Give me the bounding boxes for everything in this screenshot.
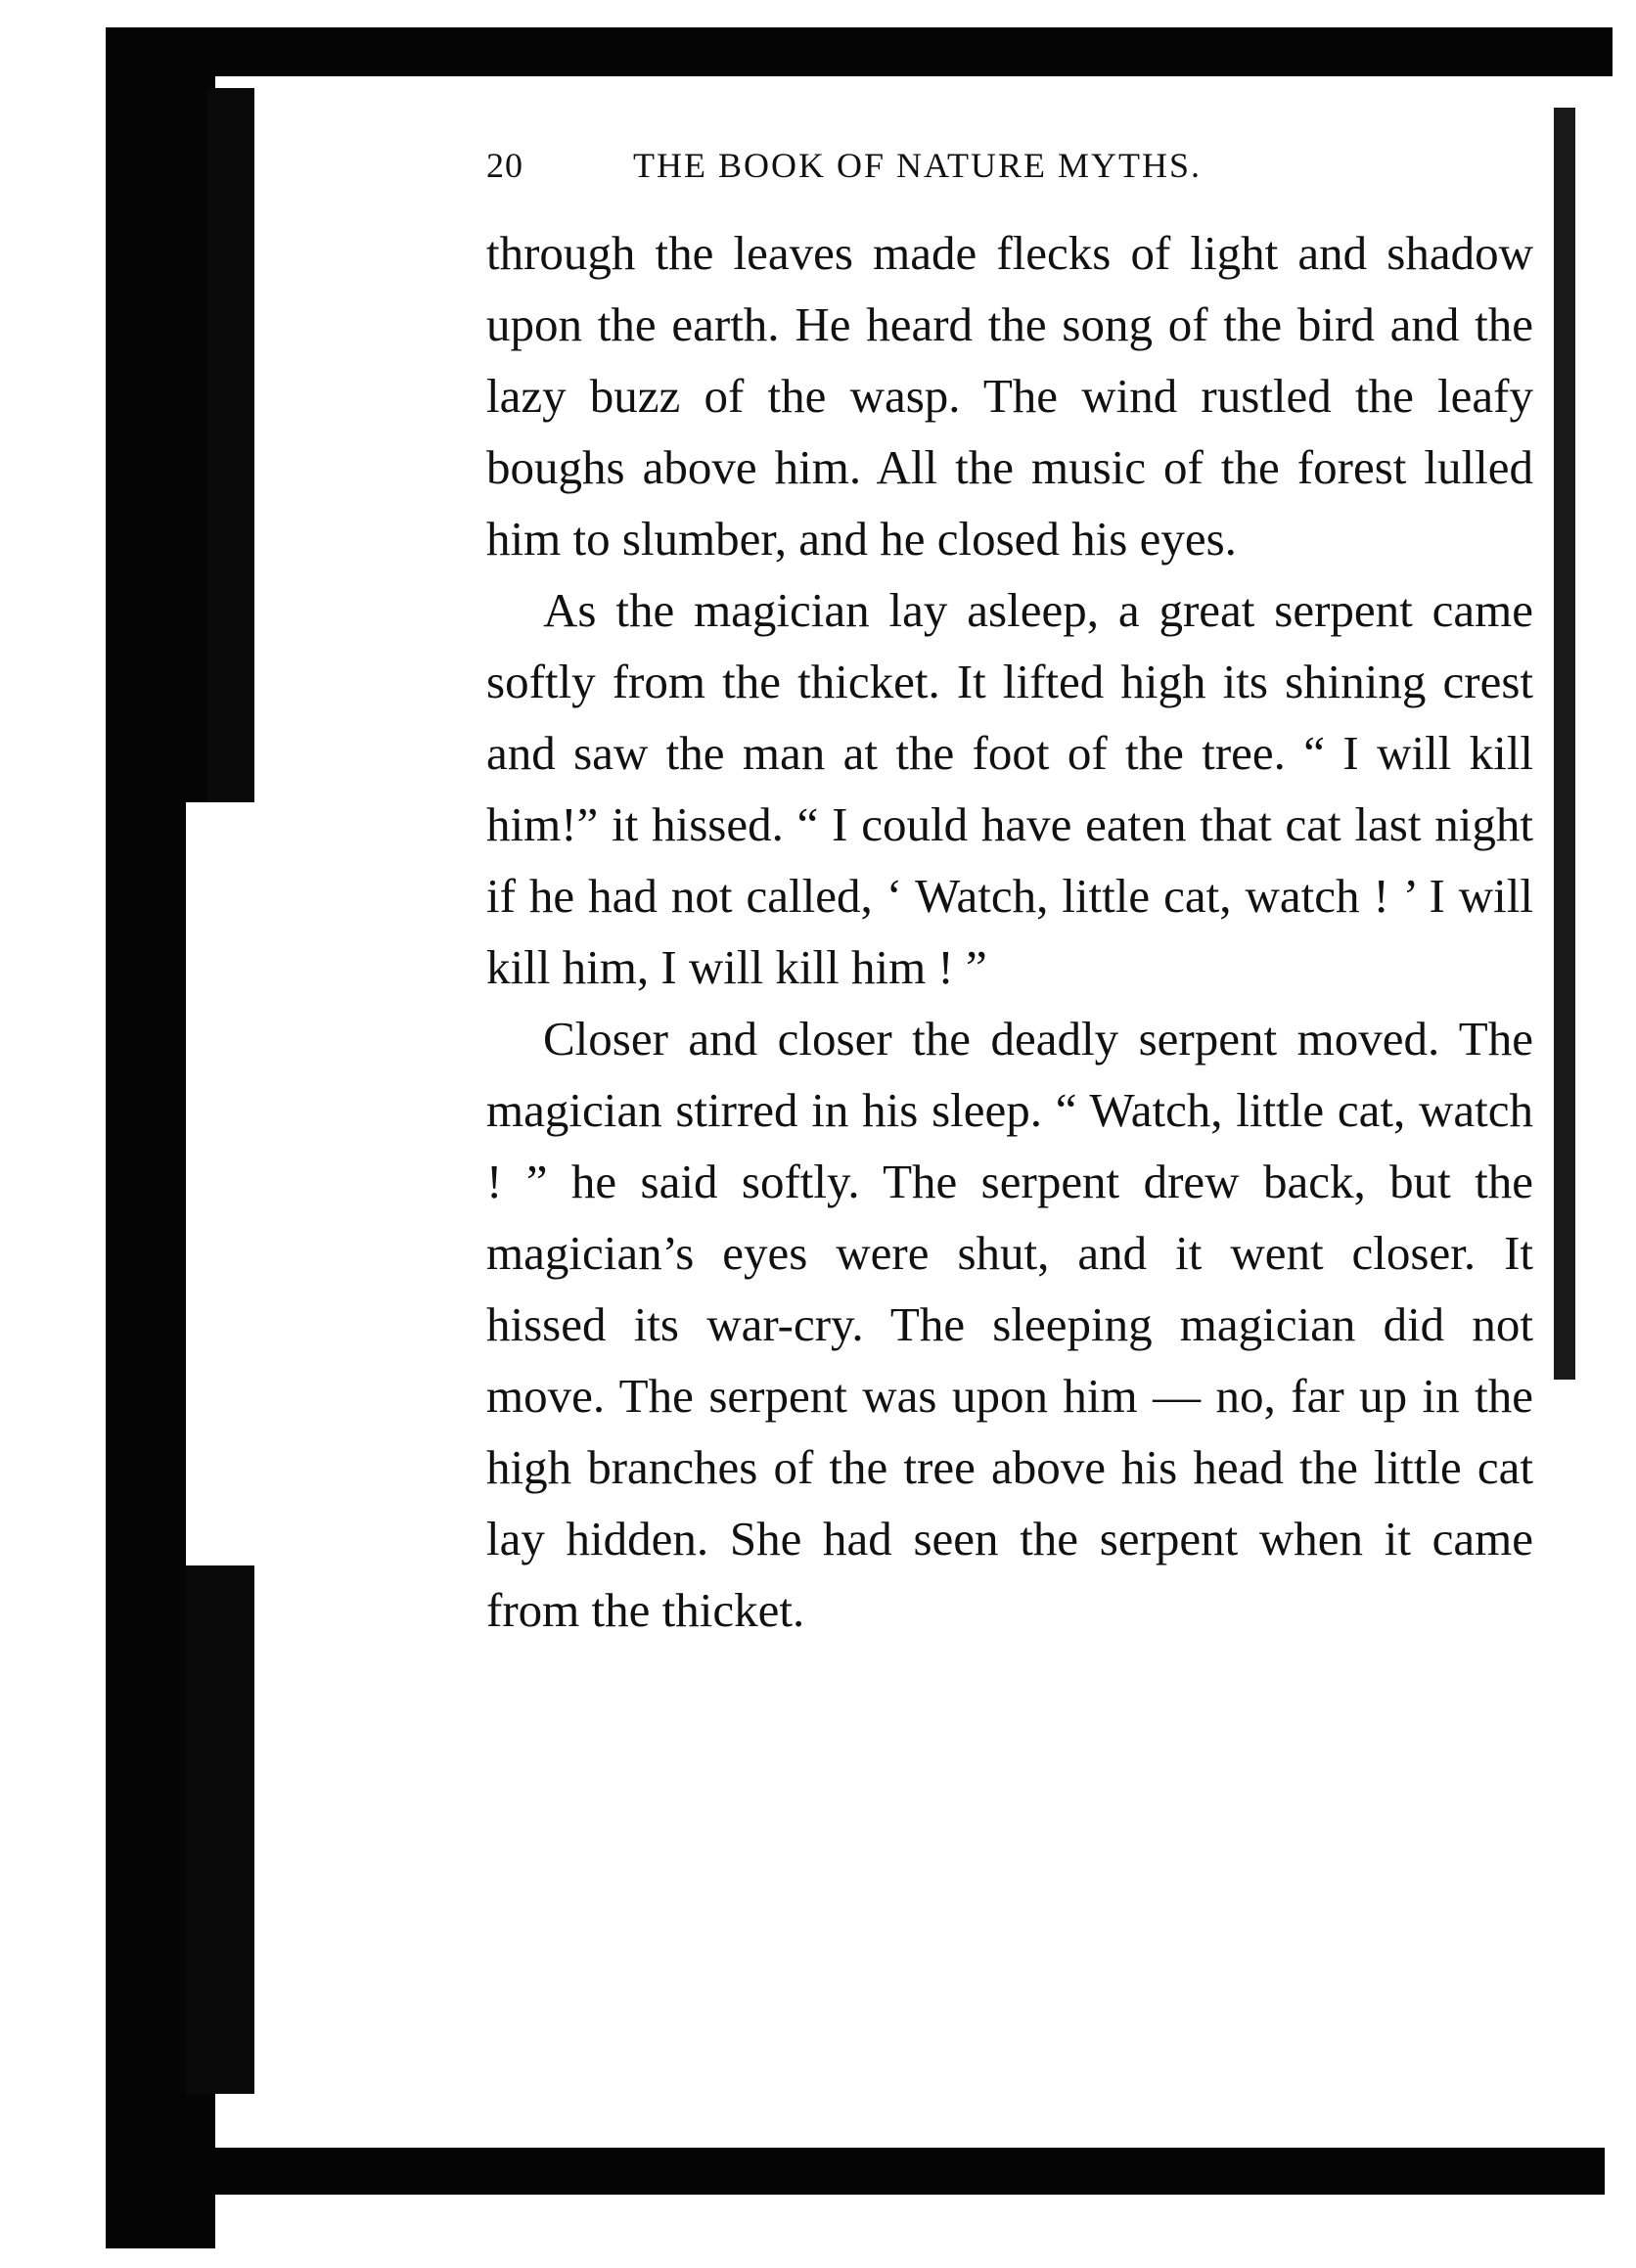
scan-binding-shadow-lower: [186, 1565, 254, 2094]
paragraph: As the magician lay asleep, a great serpent came softly from the thicket. It lifted high its shining crest and saw the man at the foot of the tree. “ I will kill him!” it hissed. “ I could have eaten that cat last night if he had not called, ‘ Watch, little cat, watch ! ’ I will kill him, I will kill him ! ”: [486, 583, 1533, 994]
scan-right-edge: [1554, 108, 1575, 1380]
scan-top-edge: [106, 27, 1613, 76]
paragraph: Closer and closer the deadly serpent moved. The magician stirred in his sleep. “ Watch, little cat, watch ! ” he said softly. The serpent drew back, but the magician’s eyes were shut, and it went closer. It hissed its war-cry. The sleeping magician did not move. The serpent was upon him — no, far up in the high branches of the tree above his head the little cat lay hidden. She had seen the serpent when it came from the thicket.: [486, 1012, 1533, 1637]
scan-binding-shadow-upper: [207, 88, 254, 802]
running-title: THE BOOK OF NATURE MYTHS.: [633, 146, 1203, 185]
body-text: [486, 217, 1533, 1646]
page-content: [486, 137, 1533, 1646]
page-number: 20: [486, 146, 523, 185]
paragraph: through the leaves made flecks of light and shadow upon the earth. He heard the song of the bird and the lazy buzz of the wasp. The wind rustled the leafy boughs above him. All the music of the forest lulled him to slumber, and he closed his eyes.: [486, 226, 1533, 566]
scan-binding-gap: [186, 802, 225, 1565]
running-head: [486, 137, 1533, 196]
scan-bottom-edge: [166, 2148, 1605, 2195]
